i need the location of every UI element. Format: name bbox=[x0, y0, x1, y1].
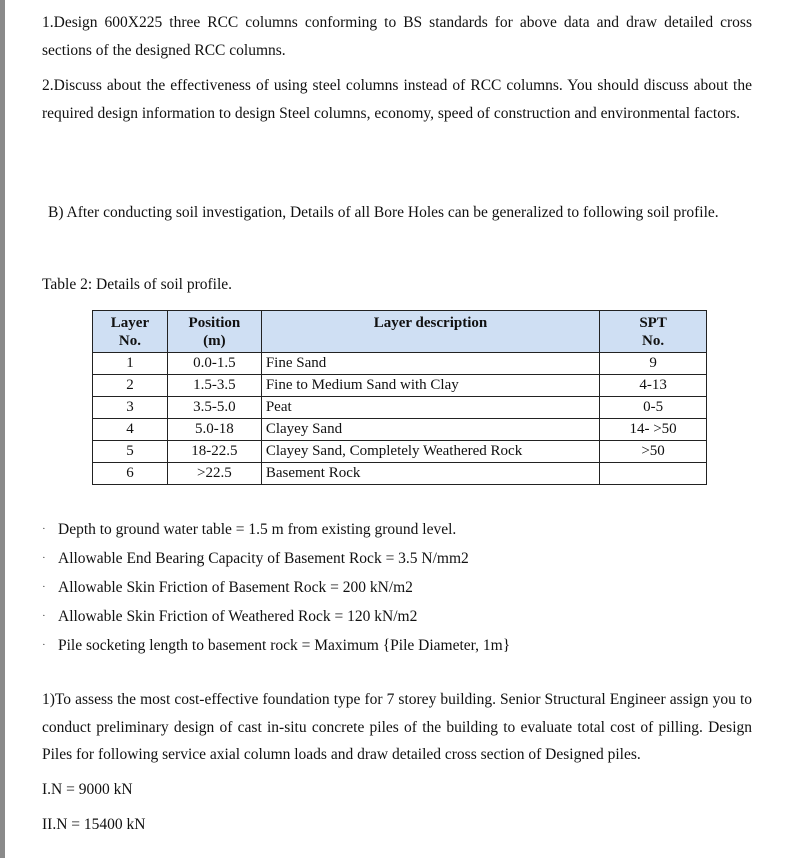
header-spt-no bbox=[600, 311, 707, 353]
header-spt-line1: SPT bbox=[639, 315, 667, 331]
table-caption: Table 2: Details of soil profile. bbox=[42, 276, 233, 293]
header-layer-no-line1: Layer bbox=[110, 315, 150, 331]
cell-layer: 2 bbox=[93, 375, 168, 397]
cell-description: Basement Rock bbox=[261, 463, 599, 485]
soil-profile-table bbox=[92, 310, 707, 485]
list-item-text: Allowable Skin Friction of Weathered Rock = 120 kN/m2 bbox=[58, 608, 418, 625]
header-layer-description: Layer description bbox=[261, 311, 599, 353]
cell-spt: >50 bbox=[600, 441, 707, 463]
table-row bbox=[93, 441, 707, 463]
list-item-text: Pile socketing length to basement rock = Maximum {Pile Diameter, 1m} bbox=[58, 637, 511, 654]
table-row bbox=[93, 375, 707, 397]
section-b-heading: B) After conducting soil investigation, Details of all Bore Holes can be generalized to following soil profile. bbox=[48, 204, 719, 221]
table-row bbox=[93, 419, 707, 441]
bullet-dot-icon: · bbox=[42, 610, 46, 622]
cell-description: Clayey Sand, Completely Weathered Rock bbox=[261, 441, 599, 463]
header-layer-no-line2: No. bbox=[118, 333, 141, 349]
cell-layer: 1 bbox=[93, 353, 168, 375]
table-row bbox=[93, 463, 707, 485]
cell-position: 18-22.5 bbox=[167, 441, 261, 463]
header-position-line2: (m) bbox=[203, 333, 226, 349]
bullet-dot-icon: · bbox=[42, 581, 46, 593]
list-item bbox=[42, 602, 762, 631]
bullet-dot-icon: · bbox=[42, 639, 46, 651]
cell-description: Peat bbox=[261, 397, 599, 419]
list-item bbox=[42, 573, 762, 602]
cell-spt: 0-5 bbox=[600, 397, 707, 419]
list-item bbox=[42, 515, 762, 544]
bullet-dot-icon: · bbox=[42, 523, 46, 535]
load-case-2: II.N = 15400 kN bbox=[42, 816, 146, 833]
cell-spt: 4-13 bbox=[600, 375, 707, 397]
header-layer-no bbox=[93, 311, 168, 353]
list-item bbox=[42, 631, 762, 660]
list-item-text: Allowable End Bearing Capacity of Basement Rock = 3.5 N/mm2 bbox=[58, 550, 469, 567]
cell-layer: 3 bbox=[93, 397, 168, 419]
cell-position: 1.5-3.5 bbox=[167, 375, 261, 397]
list-item-text: Depth to ground water table = 1.5 m from existing ground level. bbox=[58, 521, 457, 538]
cell-spt: 9 bbox=[600, 353, 707, 375]
cell-spt bbox=[600, 463, 707, 485]
question-2-text: 2.Discuss about the effectiveness of using steel columns instead of RCC columns. You should discuss about the required design information to design Steel columns, economy, speed of construction and environmental factors. bbox=[42, 77, 752, 122]
bullet-dot-icon: · bbox=[42, 552, 46, 564]
header-spt-line2: No. bbox=[642, 333, 665, 349]
cell-description: Clayey Sand bbox=[261, 419, 599, 441]
header-position bbox=[167, 311, 261, 353]
header-position-line1: Position bbox=[188, 315, 241, 331]
cell-position: >22.5 bbox=[167, 463, 261, 485]
cell-position: 3.5-5.0 bbox=[167, 397, 261, 419]
table-row bbox=[93, 353, 707, 375]
soil-parameters-list bbox=[42, 515, 762, 660]
cell-layer: 5 bbox=[93, 441, 168, 463]
cell-layer: 6 bbox=[93, 463, 168, 485]
cell-layer: 4 bbox=[93, 419, 168, 441]
cell-description: Fine Sand bbox=[261, 353, 599, 375]
table-header-row bbox=[93, 311, 707, 353]
cell-spt: 14- >50 bbox=[600, 419, 707, 441]
question-1-text: 1.Design 600X225 three RCC columns conforming to BS standards for above data and draw detailed cross sections of the designed RCC columns. bbox=[42, 14, 752, 59]
cell-position: 0.0-1.5 bbox=[167, 353, 261, 375]
cell-description: Fine to Medium Sand with Clay bbox=[261, 375, 599, 397]
table-row bbox=[93, 397, 707, 419]
pile-design-question: 1)To assess the most cost-effective foundation type for 7 storey building. Senior Structural Engineer assign you to conduct preliminary design of cast in-situ concrete piles of the building to evaluate total cost of pilling. Design Piles for following service axial column loads and draw detailed cross section of Designed piles. bbox=[42, 691, 752, 763]
load-case-1: I.N = 9000 kN bbox=[42, 781, 133, 798]
cell-position: 5.0-18 bbox=[167, 419, 261, 441]
list-item-text: Allowable Skin Friction of Basement Rock = 200 kN/m2 bbox=[58, 579, 413, 596]
list-item bbox=[42, 544, 762, 573]
